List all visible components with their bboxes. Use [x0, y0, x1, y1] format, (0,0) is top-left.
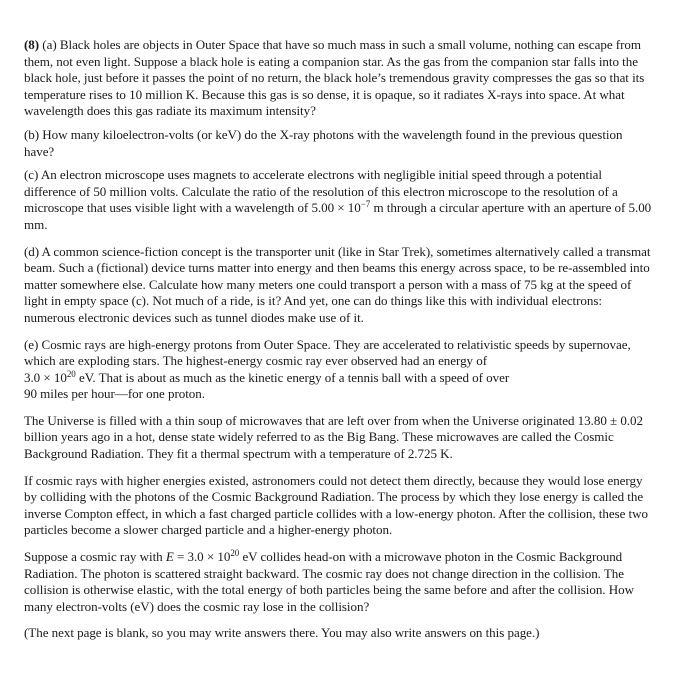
part-e-text-2: eV. That is about as much as the kinetic energy of a tennis ball with a speed of over — [75, 369, 510, 385]
part-c-times: × 10 — [334, 200, 361, 216]
part-a-paragraph — [24, 37, 653, 120]
part-d-paragraph: (d) A common science-fiction concept is the transporter unit (like in Star Trek), sometimes alternatively called a transmat beam. Such a (fictional) device turns matter into energy and then beams this energy across space, to be re-assembled into matter somewhere else. Calculate how many meters one could transport a person with a mass of 75 kg at the speed of light in empty space (c). Not much of a ride, is it? And yet, one can do things like this with individual electrons: numerous electronic devices such as tunnel diodes make use of it. — [24, 243, 651, 325]
collision-eq: = 3.0 × 10 — [173, 549, 231, 565]
collision-text-1: Suppose a cosmic ray with — [24, 549, 166, 565]
part-e-text-1: (e) Cosmic rays are high-energy protons from Outer Space. They are accelerated to relativistic speeds by supernovae, which are exploding stars. The highest-energy cosmic ray ever observed had an energy of — [24, 336, 631, 369]
part-e-exponent: 20 — [66, 368, 76, 379]
part-c-exponent: −7 — [360, 199, 371, 210]
part-b-paragraph: (b) How many kiloelectron-volts (or keV) do the X-ray photons with the wavelength found in the previous question have? — [24, 126, 623, 159]
collision-exponent: 20 — [230, 548, 240, 559]
part-a-text: (a) Black holes are objects in Outer Space that have so much mass in such a small volume, nothing can escape from them, not even light. Suppose a black hole is eating a companion star. As the gas from the companion star falls into the black hole, just before it passes the point of no return, the black hole’s tremendous gravity compresses the gas so that its temperature rises to 10 million K. Because this gas is so dense, it is opaque, so it radiates X-rays into space. At what wavelength does this gas radiate its maximum intensity? — [24, 37, 645, 119]
part-e-paragraph — [24, 337, 653, 403]
part-e-text-3: 90 miles per hour—for one proton. — [24, 386, 205, 402]
part-c-text-1: (c) An electron microscope uses magnets to accelerate electrons with negligible initial speed through a potential difference of 50 million volts. Calculate the ratio of the resolution of this electron microscope to the resolution of a microscope that uses visible light with a wavelength of — [24, 167, 618, 216]
part-c-text-2: m through a circular aperture with an aperture of 5.00 mm. — [24, 200, 652, 232]
energy-variable: E — [165, 549, 174, 565]
cmb-paragraph: The Universe is filled with a thin soup of microwaves that are left over from when the Universe originated 13.80 ± 0.02 billion years ago in a hot, dense state widely referred to as the Big Bang. These microwaves are called the Cosmic Background Radiation. They fit a thermal spectrum with a temperature of 2.725 K. — [24, 412, 643, 462]
part-c-mantissa: 5.00 — [311, 200, 335, 216]
part-c-paragraph — [24, 167, 653, 233]
collision-paragraph — [24, 549, 653, 615]
part-e-energy: 3.0 × 10 — [24, 369, 67, 385]
collision-text-2: eV collides head-on with a microwave photon in the Cosmic Background Radiation. The photon is scattered straight backward. The cosmic ray does not change direction in the collision. The collision is otherwise elastic, with the total energy of both particles being the same before and after the collision. How many electron-volts (eV) does the cosmic ray lose in the collision? — [24, 549, 634, 614]
footer-note: (The next page is blank, so you may write answers there. You may also write answers on this page.) — [24, 625, 540, 641]
compton-paragraph: If cosmic rays with higher energies existed, astronomers could not detect them directly, because they would lose energy by colliding with the photons of the Cosmic Background Radiation. The process by which they lose energy is called the inverse Compton effect, in which a fast charged particle collides with a low-energy photon. After the collision, these two particles become a slower charged particle and a higher-energy photon. — [24, 472, 648, 538]
problem-number: (8) — [24, 37, 40, 52]
